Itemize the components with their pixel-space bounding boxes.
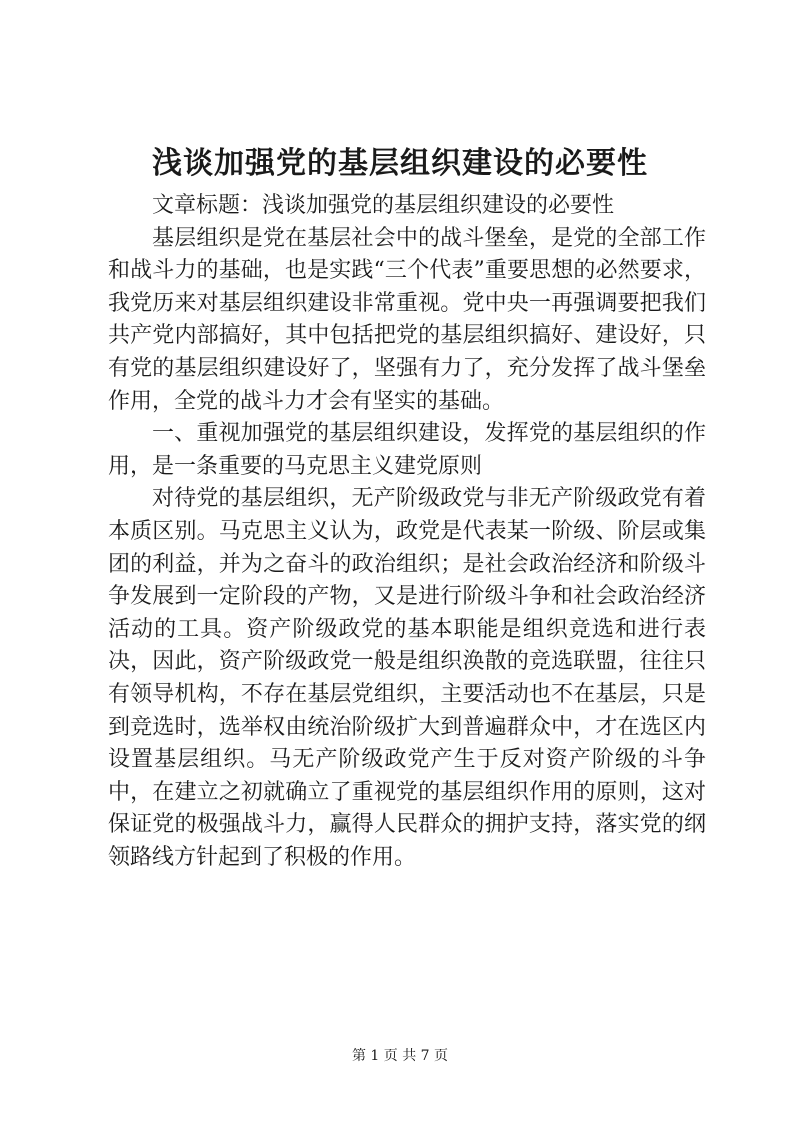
paragraph-section-1: 对待党的基层组织，无产阶级政党与非无产阶级政党有着本质区别。马克思主义认为，政党是代表某一阶级、阶层或集团的利益，并为之奋斗的政治组织；是社会政治经济和阶级斗争发展到一定阶段的产物，又是进行阶级斗争和社会政治经济活动的工具。资产阶级政党的基本职能是组织竞选和进行表决，因此，资产阶级政党一般是组织涣散的竞选联盟，往往只有领导机构，不存在基层党组织，主要活动也不在基层，只是到竞选时，选举权由统治阶级扩大到普遍群众中，才在选区内设置基层组织。马无产阶级政党产生于反对资产阶级的斗争中，在建立之初就确立了重视党的基层组织作用的原则，这对保证党的极强战斗力，赢得人民群众的拥护支持，落实党的纲领路线方针起到了积极的作用。 (108, 486, 706, 870)
page-footer: 第 1 页 共 7 页 (351, 1048, 449, 1064)
section-heading-1: 一、重视加强党的基层组织建设，发挥党的基层组织的作用，是一条重要的马克思主义建党原则 (108, 421, 706, 479)
paragraph-intro: 基层组织是党在基层社会中的战斗堡垒，是党的全部工作和战斗力的基础，也是实践“三个代表”重要思想的必然要求，我党历来对基层组织建设非常重视。党中央一再强调要把我们共产党内部搞好，其中包括把党的基层组织搞好、建设好，只有党的基层组织建设好了，坚强有力了，充分发挥了战斗堡垒作用，全党的战斗力才会有坚实的基础。 (108, 225, 706, 414)
page-title: 浅谈加强党的基层组织建设的必要性 (152, 146, 648, 181)
article-title-line: 文章标题：浅谈加强党的基层组织建设的必要性 (152, 193, 615, 218)
document-body (108, 190, 706, 874)
